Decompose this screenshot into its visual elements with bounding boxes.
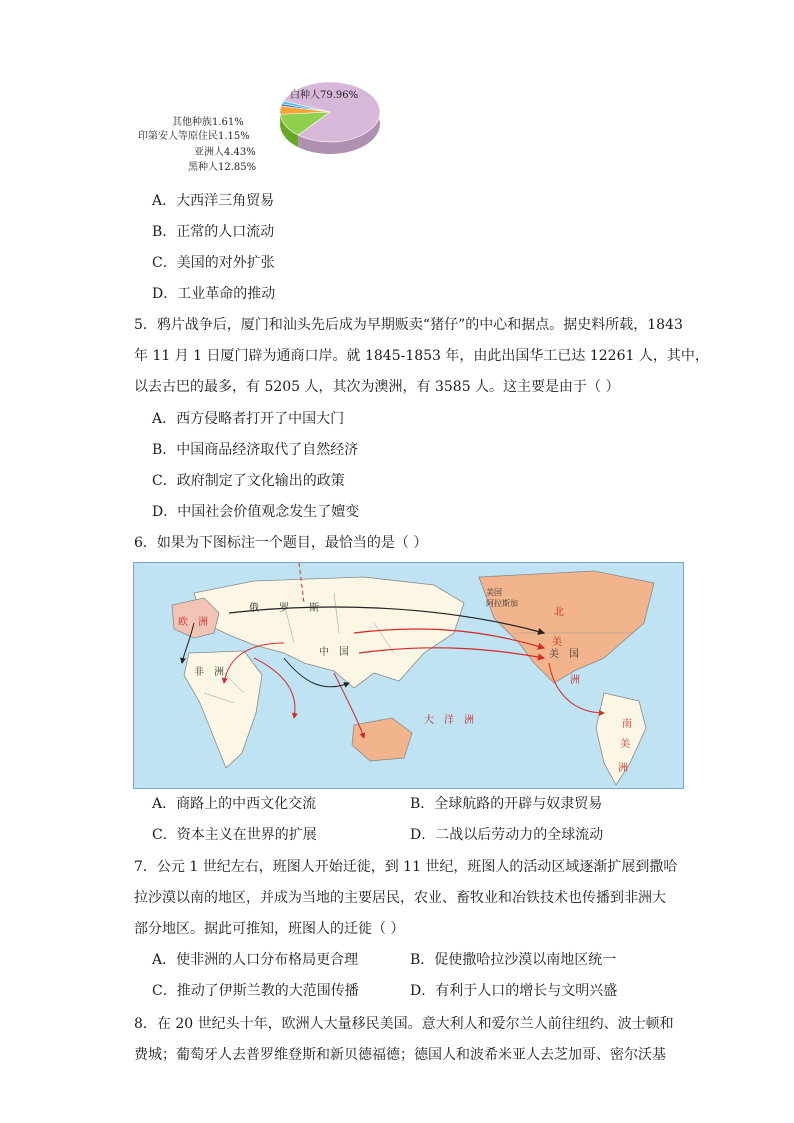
q7-option-b[interactable]: B．促使撒哈拉沙漠以南地区统一	[410, 952, 617, 968]
map-label-russia: 俄 罗 斯	[249, 603, 319, 614]
map-label-zhou: 洲	[570, 675, 580, 686]
q8-question	[134, 1009, 674, 1071]
q5-option-b[interactable]: B．中国商品经济取代了自然经济	[152, 442, 359, 458]
q5-line: 年 11 月 1 日厦门辟为通商口岸。就 1845-1853 年，由此出国华工已达 12261 人，其中，	[134, 348, 709, 364]
map-label-oceania: 大 洋 洲	[424, 715, 474, 726]
q6-option-d[interactable]: D．二战以后劳动力的全球流动	[410, 827, 604, 843]
map-label-africa: 非 洲	[194, 667, 224, 678]
map-label-alaska: 美国 阿拉斯加	[486, 588, 518, 608]
q5-option-a[interactable]: A．西方侵略者打开了中国大门	[152, 411, 345, 427]
q7-option-c[interactable]: C．推动了伊斯兰教的大范围传播	[152, 983, 359, 999]
pie-label-native: 印第安人等原住民1.15%	[138, 131, 250, 142]
q5-option-c[interactable]: C．政府制定了文化输出的政策	[152, 473, 345, 489]
q4-option-c[interactable]: C．美国的对外扩张	[152, 255, 275, 271]
pie-label-black: 黑种人12.85%	[188, 162, 257, 173]
q8-line: 8．在 20 世纪头十年，欧洲人大量移民美国。意大利人和爱尔兰人前往纽约、波士顿和	[134, 1016, 674, 1032]
map-label-south: 南	[622, 719, 632, 730]
q7-line: 拉沙漠以南的地区，并成为当地的主要居民，农业、畜牧业和冶铁技术也传播到非洲大	[134, 890, 666, 906]
q5-line: 5．鸦片战争后，厦门和汕头先后成为早期贩卖“猪仔”的中心和据点。据史料所载，1843	[134, 317, 683, 333]
q7-option-d[interactable]: D．有利于人口的增长与文明兴盛	[410, 983, 618, 999]
map-label-china: 中 国	[319, 647, 349, 658]
migration-map	[133, 562, 684, 789]
map-label-mei: 美	[620, 739, 630, 750]
q6-option-b[interactable]: B．全球航路的开辟与奴隶贸易	[410, 796, 603, 812]
map-label-zhou2: 洲	[618, 763, 628, 774]
pie-label-white: 白种人79.96%	[290, 90, 359, 101]
q5-question	[134, 310, 709, 403]
q6-option-c[interactable]: C．资本主义在世界的扩展	[152, 827, 317, 843]
q7-question	[134, 852, 678, 945]
q6-question: 6．如果为下图标注一个题目，最恰当的是（ ）	[134, 535, 428, 551]
pie-label-other: 其他种族1.61%	[172, 117, 244, 128]
map-label-america: 美	[552, 637, 562, 648]
q4-option-b[interactable]: B．正常的人口流动	[152, 224, 275, 240]
q5-option-d[interactable]: D．中国社会价值观念发生了嬗变	[152, 504, 360, 520]
q7-line: 7．公元 1 世纪左右，班图人开始迁徙，到 11 世纪，班图人的活动区域逐渐扩展到撒哈	[134, 859, 678, 875]
q5-line: 以去古巴的最多，有 5205 人，其次为澳洲，有 3585 人。这主要是由于（ ）	[134, 379, 620, 395]
map-label-north: 北	[554, 607, 564, 618]
q8-line: 费城；葡萄牙人去普罗维登斯和新贝德福德；德国人和波希米亚人去芝加哥、密尔沃基	[134, 1047, 666, 1063]
pie-label-asian: 亚洲人4.43%	[194, 147, 256, 158]
q4-option-d[interactable]: D．工业革命的推动	[152, 286, 276, 302]
map-label-europe: 欧 洲	[178, 617, 208, 628]
q4-option-a[interactable]: A．大西洋三角贸易	[152, 193, 275, 209]
q6-option-a[interactable]: A．商路上的中西文化交流	[152, 796, 317, 812]
map-label-usa: 美 国	[549, 649, 579, 660]
q7-line: 部分地区。据此可推知，班图人的迁徙（ ）	[134, 921, 405, 937]
q7-option-a[interactable]: A．使非洲的人口分布格局更合理	[152, 952, 359, 968]
